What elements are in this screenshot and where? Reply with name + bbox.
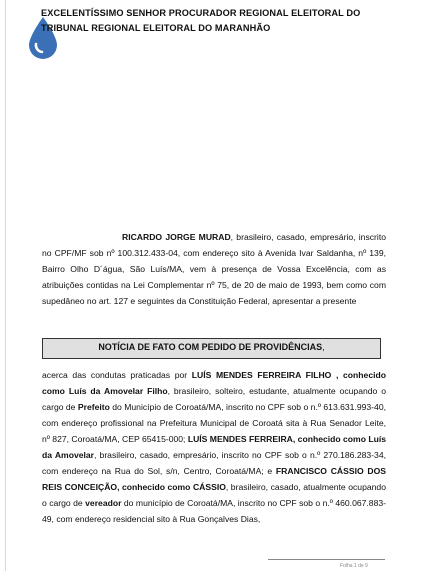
accused-2-name: LUÍS MENDES FERREIRA, conhecido como Luís da Amovelar [42, 434, 387, 460]
document-header [41, 6, 386, 36]
role-prefeito: Prefeito [77, 402, 110, 412]
role-vereador: vereador [85, 498, 122, 508]
page-edge [5, 0, 6, 571]
body-text-2: , brasileiro, solteiro, estudante, atualmente ocupando o cargo de [42, 386, 386, 412]
body-text-3: do Município de Coroatá/MA, inscrito no CPF sob o n.º 613.631.993-40, com endereço profissional na Prefeitura Municipal de Coroatá sita à Rua Senador Leite, nº 827, Coroatá/MA, CEP 65415-000; [42, 402, 386, 444]
body-text-1: acerca das condutas praticadas por [42, 370, 192, 380]
body-text-6: do município de Coroatá/MA, inscrito no CPF sob o n.º 460.067.883-49, com endereço residencial sito à Rua Gonçalves Dias, [42, 498, 386, 524]
page-number: Folha 1 de 9 [340, 563, 368, 569]
document-title-text: NOTÍCIA DE FATO COM PEDIDO DE PROVIDÊNCIAS [98, 342, 323, 352]
body-text-5: , brasileiro, casado, atualmente ocupando o cargo de [42, 482, 386, 508]
document-title-suffix: , [322, 342, 325, 352]
footer-rule [268, 559, 385, 560]
accused-1-name: LUÍS MENDES FERREIRA FILHO , conhecido como Luís da Amovelar Filho [42, 370, 386, 396]
body-text-4: , brasileiro, casado, empresário, inscrito no CPF sob o n.º 270.186.283-34, com endereço na Rua do Sol, s/n, Centro, Coroatá/MA; e [42, 450, 386, 476]
header-line-1: EXCELENTÍSSIMO SENHOR PROCURADOR REGIONAL ELEITORAL DO [41, 8, 361, 18]
intro-paragraph [42, 229, 386, 309]
accused-paragraph [42, 367, 386, 527]
document-title [43, 342, 380, 352]
petitioner-name: RICARDO JORGE MURAD [122, 232, 231, 242]
accused-3-name: FRANCISCO CÁSSIO DOS REIS CONCEIÇÃO, conhecido como CÁSSIO [42, 466, 386, 492]
document-title-banner [42, 338, 381, 359]
intro-text: , brasileiro, casado, empresário, inscrito no CPF/MF sob nº 100.312.433-04, com endereço sito à Avenida Ivar Saldanha, nº 139, Bairro Olho D´água, São Luís/MA, vem à presença de Vossa Excelência, com as atribuições contidas na Lei Complementar nº 75, de 20 de maio de 1993, bem como com supedâneo no art. 127 e seguintes da Constituição Federal, apresentar a presente [42, 232, 386, 306]
header-line-2: TRIBUNAL REGIONAL ELEITORAL DO MARANHÃO [41, 23, 271, 33]
